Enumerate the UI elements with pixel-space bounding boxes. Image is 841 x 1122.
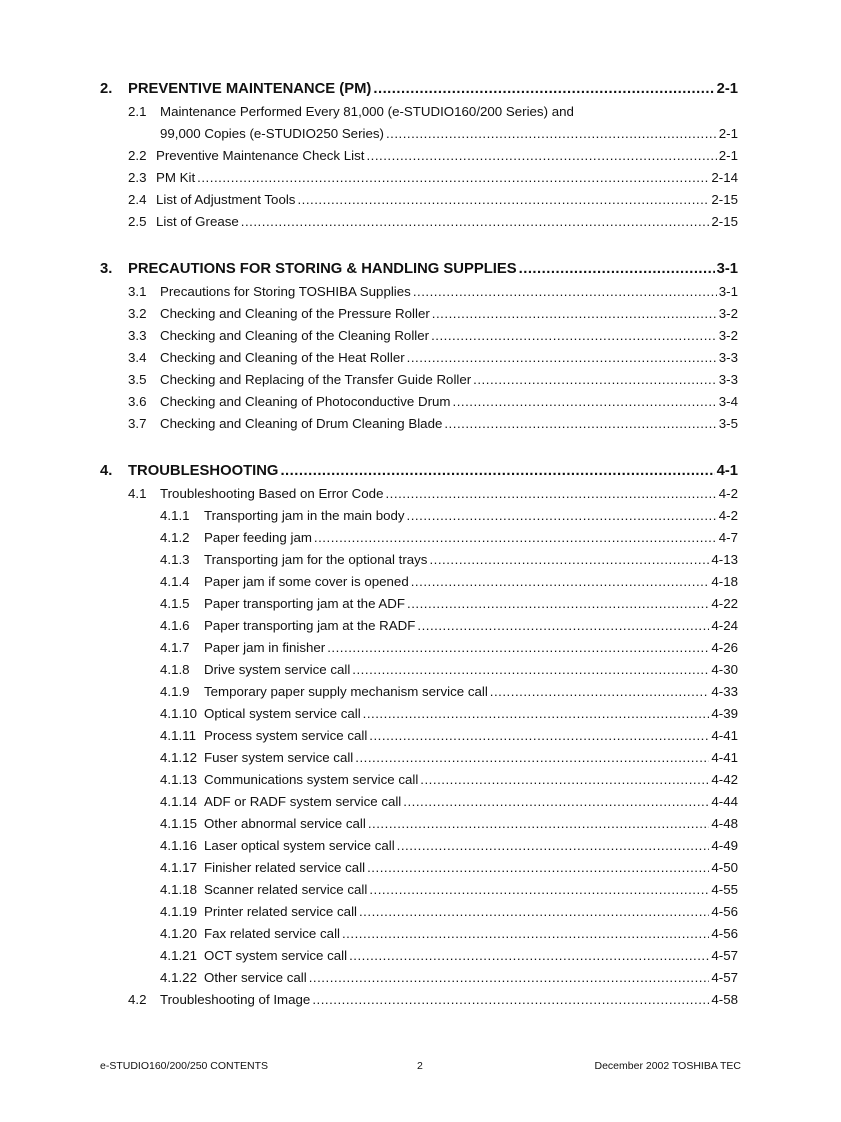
entry-number: 3.5: [128, 372, 147, 387]
dot-leader: [411, 571, 710, 593]
page-number: 4-24: [711, 618, 738, 633]
entry-title: Paper feeding jam: [204, 530, 312, 545]
toc-entry[interactable]: [100, 189, 738, 211]
entry-number: 4.1.14: [160, 794, 197, 809]
toc-entry[interactable]: [100, 901, 738, 923]
page-number: 4-30: [711, 662, 738, 677]
entry-title: Checking and Cleaning of Drum Cleaning Blade: [160, 416, 443, 431]
entry-title: Printer related service call: [204, 904, 357, 919]
entry-title: Checking and Replacing of the Transfer Guide Roller: [160, 372, 472, 387]
toc-chapter-entry[interactable]: [100, 78, 738, 100]
entry-number: 4.1.19: [160, 904, 197, 919]
entry-title: List of Grease: [156, 214, 239, 229]
dot-leader: [366, 145, 716, 167]
toc-section-3: [100, 258, 738, 435]
chapter-title: TROUBLESHOOTING: [128, 463, 279, 479]
dot-leader: [314, 527, 717, 549]
table-of-contents: [100, 78, 738, 1036]
entry-number: 4.1.13: [160, 772, 197, 787]
entry-number: 2.5: [128, 214, 147, 229]
entry-number: 4.1.22: [160, 970, 197, 985]
dot-leader: [420, 769, 709, 791]
page-number: 4-41: [711, 750, 738, 765]
entry-title: Paper transporting jam at the ADF: [204, 596, 406, 611]
entry-number: 2.2: [128, 148, 147, 163]
toc-entry[interactable]: [100, 835, 738, 857]
entry-number: 4.1.18: [160, 882, 197, 897]
page-number: 2-1: [718, 126, 738, 141]
entry-number: 3.7: [128, 416, 147, 431]
toc-entry[interactable]: [100, 879, 738, 901]
page-number: 3-4: [718, 394, 738, 409]
footer-date-publisher: December 2002 TOSHIBA TEC: [594, 1060, 741, 1072]
page-number: 3-3: [718, 350, 738, 365]
entry-number: 4.1.2: [160, 530, 190, 545]
entry-number: 4.1.9: [160, 684, 190, 699]
entry-number: 4.1.5: [160, 596, 190, 611]
page-number: 2-14: [711, 170, 738, 185]
entry-title: Checking and Cleaning of Photoconductive Drum: [160, 394, 451, 409]
toc-entry[interactable]: [100, 347, 738, 369]
entry-title: Optical system service call: [204, 706, 361, 721]
entry-number: 4.1.15: [160, 816, 197, 831]
entry-title: Precautions for Storing TOSHIBA Supplies: [160, 284, 411, 299]
toc-chapter-entry[interactable]: [100, 258, 738, 280]
entry-number: 4.1.12: [160, 750, 197, 765]
page-number: 4-56: [711, 926, 738, 941]
toc-entry[interactable]: [100, 549, 738, 571]
page-number: 3-1: [718, 284, 738, 299]
entry-number: 2.3: [128, 170, 147, 185]
dot-leader: [368, 813, 710, 835]
page-footer: [100, 1060, 741, 1072]
entry-number: 4.1.1: [160, 508, 190, 523]
toc-entry[interactable]: [100, 413, 738, 435]
toc-entry[interactable]: [100, 791, 738, 813]
chapter-title: PREVENTIVE MAINTENANCE (PM): [128, 81, 372, 97]
dot-leader: [444, 413, 716, 435]
entry-number: 4.1.6: [160, 618, 190, 633]
dot-leader: [309, 967, 710, 989]
dot-leader: [429, 549, 709, 571]
entry-number: 3.1: [128, 284, 147, 299]
dot-leader: [431, 325, 717, 347]
page-number: 2-1: [716, 81, 738, 97]
toc-entry[interactable]: [100, 923, 738, 945]
dot-leader: [297, 189, 709, 211]
entry-title: Troubleshooting of Image: [160, 992, 311, 1007]
toc-entry[interactable]: [100, 703, 738, 725]
toc-entry[interactable]: [100, 369, 738, 391]
dot-leader: [473, 369, 717, 391]
entry-title: Communications system service call: [204, 772, 419, 787]
footer-page-number: 2: [417, 1060, 423, 1072]
dot-leader: [407, 347, 717, 369]
toc-entry[interactable]: [100, 945, 738, 967]
page-number: 4-26: [711, 640, 738, 655]
entry-number: 3.2: [128, 306, 147, 321]
page-number: 4-57: [711, 970, 738, 985]
entry-title: Checking and Cleaning of the Heat Roller: [160, 350, 405, 365]
entry-title: Fuser system service call: [204, 750, 354, 765]
entry-title: Scanner related service call: [204, 882, 368, 897]
page-number: 3-3: [718, 372, 738, 387]
dot-leader: [197, 167, 709, 189]
dot-leader: [312, 989, 709, 1011]
toc-entry[interactable]: [100, 571, 738, 593]
entry-title: Transporting jam in the main body: [204, 508, 405, 523]
page-number: 2-15: [711, 214, 738, 229]
dot-leader: [403, 791, 709, 813]
entry-title: Preventive Maintenance Check List: [156, 148, 365, 163]
page-number: 4-44: [711, 794, 738, 809]
entry-title: PM Kit: [156, 170, 196, 185]
page-number: 3-1: [716, 261, 738, 277]
entry-number: 4.1.21: [160, 948, 197, 963]
chapter-number: 4.: [100, 463, 113, 479]
toc-entry[interactable]: [100, 615, 738, 637]
page-number: 2-15: [711, 192, 738, 207]
page-number: 4-56: [711, 904, 738, 919]
page-number: 4-49: [711, 838, 738, 853]
toc-entry[interactable]: [100, 989, 738, 1011]
page-number: 3-2: [718, 328, 738, 343]
entry-number: 4.1.8: [160, 662, 190, 677]
toc-entry[interactable]: [100, 505, 738, 527]
entry-number: 4.1.16: [160, 838, 197, 853]
toc-entry[interactable]: [100, 145, 738, 167]
toc-entry[interactable]: [100, 857, 738, 879]
entry-title: Paper jam if some cover is opened: [204, 574, 409, 589]
entry-number: 4.1.4: [160, 574, 190, 589]
toc-entry[interactable]: [100, 681, 738, 703]
entry-title: Fax related service call: [204, 926, 340, 941]
entry-number: 4.1.17: [160, 860, 197, 875]
dot-leader: [385, 483, 716, 505]
dot-leader: [355, 747, 709, 769]
page-number: 4-1: [716, 463, 738, 479]
entry-number: 4.1.20: [160, 926, 197, 941]
entry-title: Paper transporting jam at the RADF: [204, 618, 416, 633]
entry-number: 3.4: [128, 350, 147, 365]
dot-leader: [363, 703, 710, 725]
dot-leader: [417, 615, 709, 637]
toc-section-4: [100, 460, 738, 1011]
dot-leader: [490, 681, 710, 703]
toc-entry[interactable]: [100, 211, 738, 233]
toc-entry[interactable]: [100, 813, 738, 835]
dot-leader: [327, 637, 709, 659]
toc-entry[interactable]: [100, 637, 738, 659]
entry-title: ADF or RADF system service call: [204, 794, 402, 809]
dot-leader: [349, 945, 709, 967]
entry-title: Temporary paper supply mechanism service call: [204, 684, 488, 699]
entry-title: Checking and Cleaning of the Pressure Roller: [160, 306, 430, 321]
entry-title: Maintenance Performed Every 81,000 (e-STUDIO160/200 Series) and: [160, 104, 574, 119]
toc-section-2: [100, 78, 738, 233]
page-number: 4-50: [711, 860, 738, 875]
entry-title: Process system service call: [204, 728, 368, 743]
page-number: 3-5: [718, 416, 738, 431]
page-number: 3-2: [718, 306, 738, 321]
entry-title: Drive system service call: [204, 662, 351, 677]
page-number: 4-22: [711, 596, 738, 611]
entry-title: 99,000 Copies (e-STUDIO250 Series): [160, 126, 384, 141]
toc-entry[interactable]: [100, 747, 738, 769]
entry-title: Finisher related service call: [204, 860, 366, 875]
dot-leader: [352, 659, 709, 681]
entry-title: Transporting jam for the optional trays: [204, 552, 428, 567]
toc-entry[interactable]: [100, 659, 738, 681]
page-number: 4-39: [711, 706, 738, 721]
toc-entry[interactable]: [100, 527, 738, 549]
toc-entry[interactable]: [100, 483, 738, 505]
entry-number: 4.2: [128, 992, 147, 1007]
entry-number: 3.6: [128, 394, 147, 409]
dot-leader: [407, 593, 709, 615]
page-number: 4-33: [711, 684, 738, 699]
entry-title: Troubleshooting Based on Error Code: [160, 486, 384, 501]
page-number: 4-42: [711, 772, 738, 787]
entry-title: Other abnormal service call: [204, 816, 366, 831]
toc-entry[interactable]: [100, 281, 738, 303]
dot-leader: [453, 391, 717, 413]
entry-number: 4.1.3: [160, 552, 190, 567]
dot-leader: [359, 901, 709, 923]
chapter-number: 2.: [100, 81, 113, 97]
entry-number: 2.1: [128, 104, 147, 119]
page-number: 4-18: [711, 574, 738, 589]
entry-title: Paper jam in finisher: [204, 640, 326, 655]
dot-leader: [432, 303, 717, 325]
dot-leader: [369, 879, 709, 901]
toc-chapter-entry[interactable]: [100, 460, 738, 482]
chapter-number: 3.: [100, 261, 113, 277]
toc-entry[interactable]: [100, 101, 738, 123]
page-number: 2-1: [718, 148, 738, 163]
toc-entry[interactable]: [100, 303, 738, 325]
entry-number: 4.1.10: [160, 706, 197, 721]
dot-leader: [413, 281, 717, 303]
chapter-title: PRECAUTIONS FOR STORING & HANDLING SUPPLIES: [128, 261, 517, 277]
dot-leader: [386, 123, 717, 145]
toc-entry[interactable]: [100, 391, 738, 413]
entry-title: OCT system service call: [204, 948, 348, 963]
dot-leader: [367, 857, 709, 879]
dot-leader: [342, 923, 709, 945]
entry-title: Other service call: [204, 970, 307, 985]
entry-number: 3.3: [128, 328, 147, 343]
dot-leader: [373, 78, 714, 100]
toc-entry[interactable]: [100, 967, 738, 989]
toc-entry-continuation[interactable]: [100, 123, 738, 145]
page-number: 4-57: [711, 948, 738, 963]
entry-title: Laser optical system service call: [204, 838, 395, 853]
dot-leader: [407, 505, 717, 527]
entry-number: 2.4: [128, 192, 147, 207]
page-number: 4-41: [711, 728, 738, 743]
dot-leader: [519, 258, 715, 280]
page-number: 4-7: [718, 530, 738, 545]
page-number: 4-48: [711, 816, 738, 831]
toc-entry[interactable]: [100, 725, 738, 747]
entry-number: 4.1.11: [160, 728, 196, 743]
footer-document-title: e-STUDIO160/200/250 CONTENTS: [100, 1060, 269, 1072]
toc-entry[interactable]: [100, 593, 738, 615]
page-number: 4-13: [711, 552, 738, 567]
dot-leader: [369, 725, 709, 747]
dot-leader: [241, 211, 710, 233]
entry-number: 4.1.7: [160, 640, 190, 655]
page-number: 4-2: [718, 486, 738, 501]
toc-entry[interactable]: [100, 769, 738, 791]
entry-title: Checking and Cleaning of the Cleaning Roller: [160, 328, 430, 343]
toc-entry[interactable]: [100, 325, 738, 347]
dot-leader: [397, 835, 710, 857]
toc-entry[interactable]: [100, 167, 738, 189]
page-number: 4-2: [718, 508, 738, 523]
entry-number: 4.1: [128, 486, 147, 501]
entry-title: List of Adjustment Tools: [156, 192, 296, 207]
page-number: 4-55: [711, 882, 738, 897]
page-number: 4-58: [711, 992, 738, 1007]
dot-leader: [280, 460, 714, 482]
